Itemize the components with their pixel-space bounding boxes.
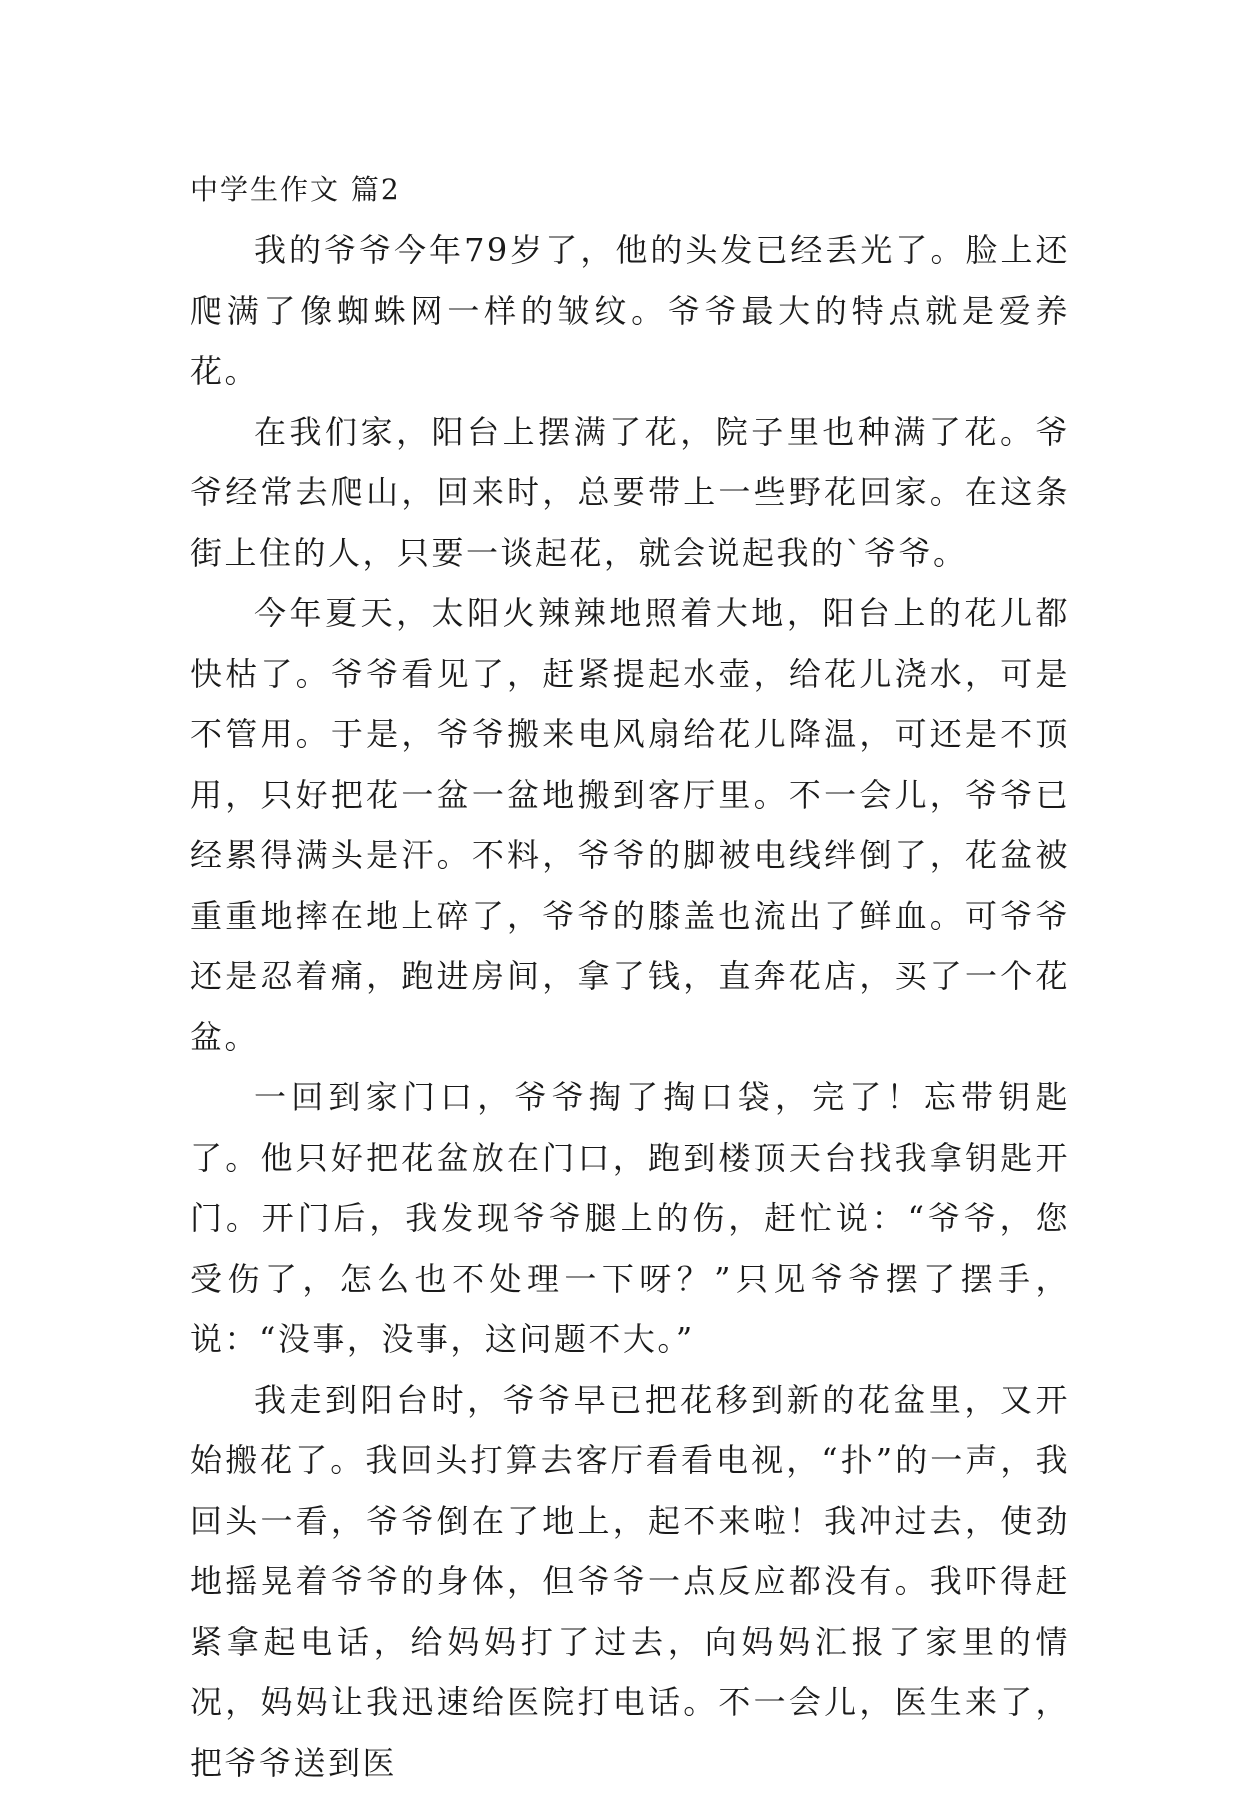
paragraph-3: 今年夏天，太阳火辣辣地照着大地，阳台上的花儿都快枯了。爷爷看见了，赶紧提起水壶，给花儿浇水，可是不管用。于是，爷爷搬来电风扇给花儿降温，可还是不顶用，只好把花一盆一盆地搬到客厅里。不一会儿，爷爷已经累得满头是汗。不料，爷爷的脚被电线绊倒了，花盆被重重地摔在地上碎了，爷爷的膝盖也流出了鲜血。可爷爷还是忍着痛，跑进房间，拿了钱，直奔花店，买了一个花盆。	[190, 583, 1070, 1067]
document-page	[190, 160, 1070, 1793]
paragraph-2: 在我们家，阳台上摆满了花，院子里也种满了花。爷爷经常去爬山，回来时，总要带上一些野花回家。在这条街上住的人，只要一谈起花，就会说起我的`爷爷。	[190, 402, 1070, 584]
paragraph-4: 一回到家门口，爷爷掏了掏口袋，完了！忘带钥匙了。他只好把花盆放在门口，跑到楼顶天台找我拿钥匙开门。开门后，我发现爷爷腿上的伤，赶忙说：“爷爷，您受伤了，怎么也不处理一下呀？”只见爷爷摆了摆手，说：“没事，没事，这问题不大。”	[190, 1067, 1070, 1370]
paragraph-5: 我走到阳台时，爷爷早已把花移到新的花盆里，又开始搬花了。我回头打算去客厅看看电视，“扑”的一声，我回头一看，爷爷倒在了地上，起不来啦！我冲过去，使劲地摇晃着爷爷的身体，但爷爷一点反应都没有。我吓得赶紧拿起电话，给妈妈打了过去，向妈妈汇报了家里的情况，妈妈让我迅速给医院打电话。不一会儿，医生来了，把爷爷送到医	[190, 1370, 1070, 1793]
document-title: 中学生作文 篇2	[190, 160, 1070, 220]
paragraph-1: 我的爷爷今年79岁了，他的头发已经丢光了。脸上还爬满了像蜘蛛网一样的皱纹。爷爷最大的特点就是爱养花。	[190, 220, 1070, 402]
